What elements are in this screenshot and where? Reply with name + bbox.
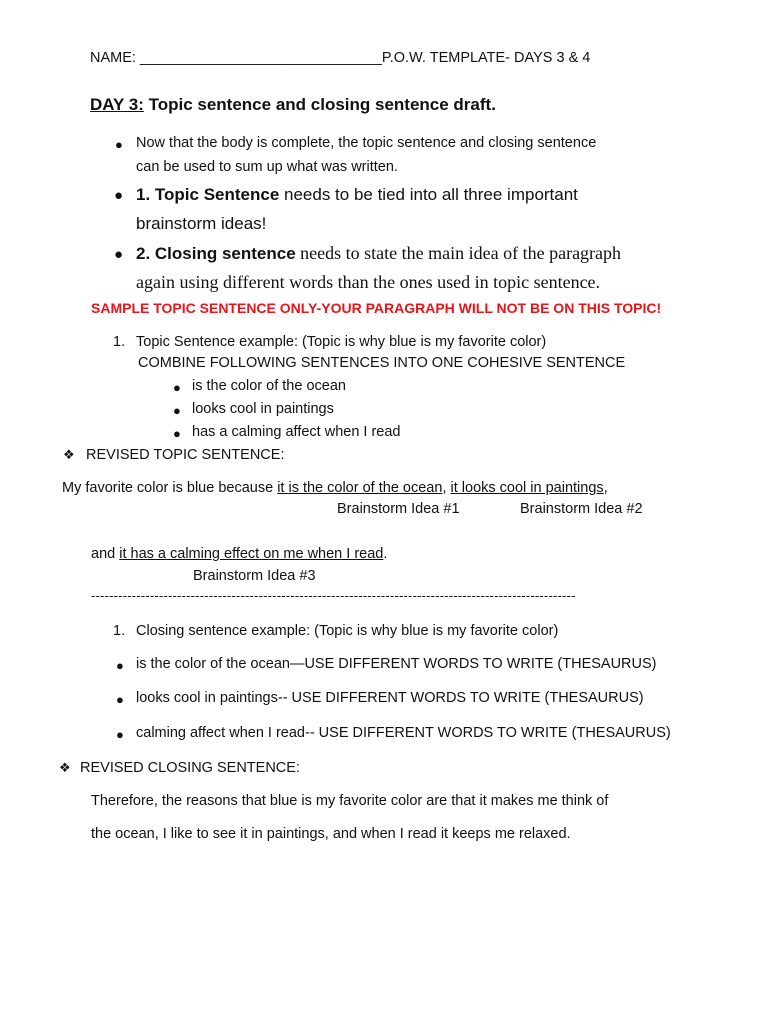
revised-topic-part1: My favorite color is blue because <box>62 480 278 496</box>
intro-bullet-1-line1: Now that the body is complete, the topic sentence and closing sentence <box>136 135 597 151</box>
dashed-divider: ----------------------------------------------------------------------------------------------------------- <box>91 588 576 603</box>
bullet-icon: ● <box>115 137 123 152</box>
bullet-icon: ● <box>173 403 181 418</box>
brainstorm-idea-3-tag: Brainstorm Idea #3 <box>193 568 316 584</box>
diamond-bullet-icon: ❖ <box>59 760 71 775</box>
topic-item-3: has a calming affect when I read <box>192 424 401 440</box>
topic-example-number: 1. <box>113 334 126 350</box>
revised-closing-label: REVISED CLOSING SENTENCE: <box>80 760 300 776</box>
comma: , <box>442 480 451 496</box>
warning-text: SAMPLE TOPIC SENTENCE ONLY-YOUR PARAGRAPH WILL NOT BE ON THIS TOPIC! <box>91 300 662 316</box>
revised-topic-part2: and <box>91 546 120 562</box>
topic-example-instruction: COMBINE FOLLOWING SENTENCES INTO ONE COHESIVE SENTENCE <box>138 355 626 371</box>
period: . <box>383 546 388 562</box>
closing-item-3: calming affect when I read-- USE DIFFERENT WORDS TO WRITE (THESAURUS) <box>136 725 671 741</box>
topic-example-heading: Topic Sentence example: (Topic is why blue is my favorite color) <box>136 334 547 350</box>
comma: , <box>603 480 608 496</box>
closing-sentence-bold: 2. Closing sentence <box>136 244 296 263</box>
closing-item-1: is the color of the ocean—USE DIFFERENT WORDS TO WRITE (THESAURUS) <box>136 656 657 672</box>
name-label: NAME: ______________________________ <box>90 50 382 66</box>
intro-bullet-1-line2: can be used to sum up what was written. <box>136 159 398 175</box>
diamond-bullet-icon: ❖ <box>63 447 75 462</box>
topic-sentence-rest: needs to be tied into all three important <box>279 185 578 204</box>
intro-bullet-3-line1 <box>136 243 621 264</box>
bullet-icon: ● <box>173 380 181 395</box>
day3-heading <box>90 95 496 115</box>
intro-bullet-2-line2: brainstorm ideas! <box>136 214 267 233</box>
brainstorm-idea-2-text: it looks cool in paintings <box>450 480 604 496</box>
topic-item-2: looks cool in paintings <box>192 401 334 417</box>
header-line <box>90 50 590 66</box>
brainstorm-idea-1-text: it is the color of the ocean <box>277 480 443 496</box>
bullet-icon: ● <box>116 692 124 707</box>
brainstorm-idea-3-text: it has a calming effect on me when I read <box>119 546 384 562</box>
template-title: P.O.W. TEMPLATE- DAYS 3 & 4 <box>381 50 591 66</box>
intro-bullet-2-line1 <box>136 184 578 205</box>
bullet-icon: ● <box>173 426 181 441</box>
brainstorm-idea-1-tag: Brainstorm Idea #1 <box>337 501 460 517</box>
closing-example-number: 1. <box>113 623 126 639</box>
day3-label: DAY 3: <box>90 95 144 114</box>
closing-example-heading: Closing sentence example: (Topic is why blue is my favorite color) <box>136 623 559 639</box>
closing-sentence-rest: needs to state the main idea of the paragraph <box>295 243 622 263</box>
intro-bullet-3-line2: again using different words than the ones used in topic sentence. <box>136 272 601 292</box>
topic-item-1: is the color of the ocean <box>192 378 346 394</box>
bullet-icon: ● <box>116 727 124 742</box>
bullet-icon: ● <box>116 658 124 673</box>
revised-closing-line2: the ocean, I like to see it in paintings, and when I read it keeps me relaxed. <box>91 826 571 842</box>
brainstorm-idea-2-tag: Brainstorm Idea #2 <box>520 501 643 517</box>
topic-sentence-bold: 1. Topic Sentence <box>136 185 280 204</box>
revised-topic-label: REVISED TOPIC SENTENCE: <box>86 447 285 463</box>
revised-topic-line1 <box>62 480 608 496</box>
revised-closing-line1: Therefore, the reasons that blue is my favorite color are that it makes me think of <box>91 793 609 809</box>
day3-title: Topic sentence and closing sentence draft. <box>143 95 496 114</box>
bullet-icon: ● <box>114 246 124 263</box>
closing-item-2: looks cool in paintings-- USE DIFFERENT WORDS TO WRITE (THESAURUS) <box>136 690 644 706</box>
bullet-icon: ● <box>114 187 124 204</box>
revised-topic-line2 <box>91 546 387 562</box>
